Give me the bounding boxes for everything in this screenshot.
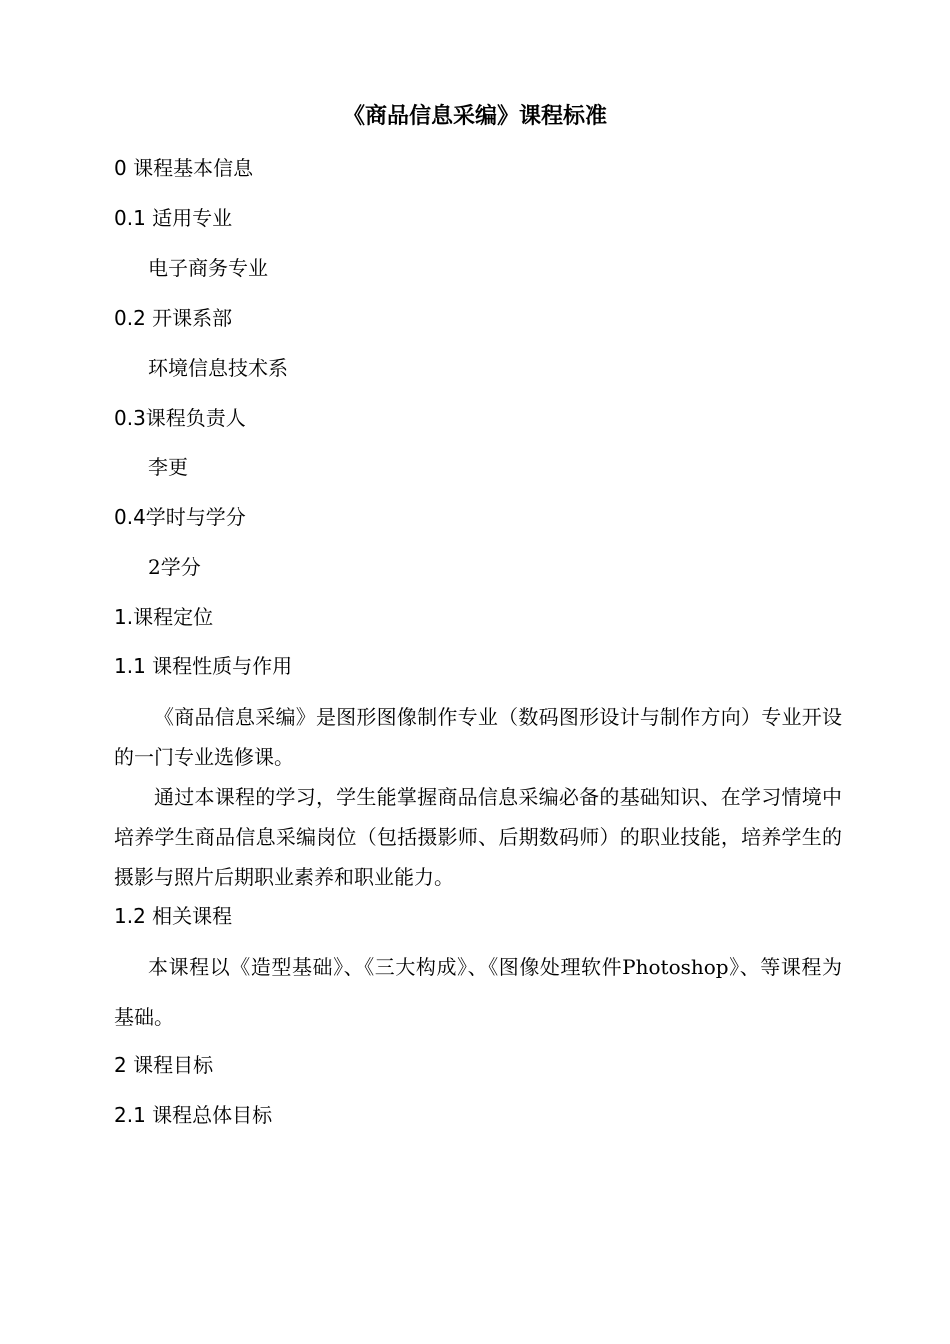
section-heading-0-3: 0.3课程负责人 (114, 406, 246, 430)
section-heading-0-1: 0.1 适用专业 (114, 206, 233, 230)
section-heading-1-1: 1.1 课程性质与作用 (114, 654, 293, 678)
course-nature-paragraph-2: 通过本课程的学习，学生能掌握商品信息采编必备的基础知识、在学习情境中培养学生商品信息采编岗位（包括摄影师、后期数码师）的职业技能，培养学生的摄影与照片后期职业素养和职业能力。 (114, 785, 842, 889)
section-heading-1-2: 1.2 相关课程 (114, 904, 233, 928)
course-owner-text: 李更 (148, 455, 188, 479)
section-heading-0-4: 0.4学时与学分 (114, 505, 246, 529)
credits-text: 2学分 (148, 555, 201, 579)
section-heading-0: 0 课程基本信息 (114, 156, 254, 180)
section-heading-2: 2 课程目标 (114, 1053, 214, 1077)
section-heading-1: 1.课程定位 (114, 605, 214, 629)
department-text: 环境信息技术系 (148, 356, 288, 380)
document-title: 《商品信息采编》课程标准 (342, 104, 607, 129)
applicable-major-text: 电子商务专业 (148, 256, 268, 280)
related-courses-paragraph: 本课程以《造型基础》、《三大构成》、《图像处理软件Photoshop》、等课程为基础。 (114, 955, 842, 1029)
course-nature-paragraph-1: 《商品信息采编》是图形图像制作专业（数码图形设计与制作方向）专业开设的一门专业选修课。 (114, 705, 842, 769)
section-heading-2-1: 2.1 课程总体目标 (114, 1103, 273, 1127)
section-heading-0-2: 0.2 开课系部 (114, 306, 233, 330)
